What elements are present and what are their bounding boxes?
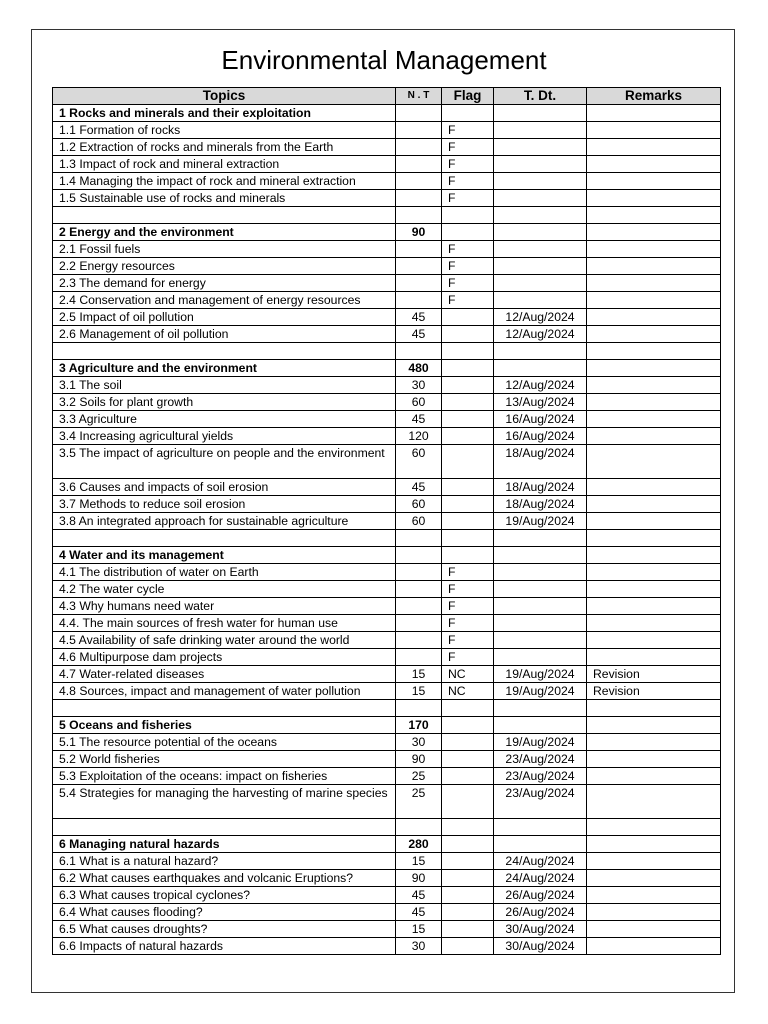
topic-cell: 6.5 What causes droughts? <box>53 921 396 938</box>
target-date-cell <box>494 615 587 632</box>
topic-cell: 5 Oceans and fisheries <box>53 717 396 734</box>
remarks-cell <box>587 258 721 275</box>
flag-cell <box>442 394 494 411</box>
table-row <box>53 564 721 581</box>
nt-cell: 280 <box>396 836 442 853</box>
remarks-cell <box>587 309 721 326</box>
target-date-cell: 18/Aug/2024 <box>494 445 587 479</box>
target-date-cell <box>494 156 587 173</box>
nt-cell <box>396 564 442 581</box>
topic-cell: 4.8 Sources, impact and management of water pollution <box>53 683 396 700</box>
nt-cell <box>396 275 442 292</box>
table-row <box>53 598 721 615</box>
remarks-cell <box>587 530 721 547</box>
section-row <box>53 547 721 564</box>
nt-cell: 25 <box>396 768 442 785</box>
table-row <box>53 258 721 275</box>
section-row <box>53 105 721 122</box>
target-date-cell: 16/Aug/2024 <box>494 411 587 428</box>
nt-cell: 90 <box>396 870 442 887</box>
remarks-cell <box>587 632 721 649</box>
remarks-cell <box>587 785 721 819</box>
table-row <box>53 615 721 632</box>
spacer-row <box>53 343 721 360</box>
remarks-cell <box>587 734 721 751</box>
remarks-cell <box>587 139 721 156</box>
target-date-cell <box>494 717 587 734</box>
remarks-cell <box>587 394 721 411</box>
topic-cell <box>53 207 396 224</box>
table-row <box>53 275 721 292</box>
topic-cell: 3.3 Agriculture <box>53 411 396 428</box>
nt-cell <box>396 343 442 360</box>
topic-cell: 3.8 An integrated approach for sustainable agriculture <box>53 513 396 530</box>
remarks-cell <box>587 700 721 717</box>
nt-cell: 120 <box>396 428 442 445</box>
topic-cell: 4.7 Water-related diseases <box>53 666 396 683</box>
nt-cell <box>396 190 442 207</box>
nt-cell: 15 <box>396 853 442 870</box>
target-date-cell: 12/Aug/2024 <box>494 309 587 326</box>
target-date-cell: 19/Aug/2024 <box>494 666 587 683</box>
table-row <box>53 241 721 258</box>
nt-cell: 45 <box>396 411 442 428</box>
header-target-date: T. Dt. <box>494 88 587 105</box>
remarks-cell <box>587 819 721 836</box>
table-row <box>53 513 721 530</box>
nt-cell <box>396 530 442 547</box>
spacer-row <box>53 819 721 836</box>
flag-cell <box>442 479 494 496</box>
nt-cell <box>396 139 442 156</box>
flag-cell <box>442 530 494 547</box>
table-row <box>53 156 721 173</box>
nt-cell: 45 <box>396 326 442 343</box>
nt-cell: 25 <box>396 785 442 819</box>
flag-cell: F <box>442 275 494 292</box>
remarks-cell <box>587 411 721 428</box>
topic-cell: 4.4. The main sources of fresh water for human use <box>53 615 396 632</box>
nt-cell <box>396 258 442 275</box>
nt-cell <box>396 241 442 258</box>
target-date-cell: 24/Aug/2024 <box>494 853 587 870</box>
table-row <box>53 394 721 411</box>
remarks-cell <box>587 598 721 615</box>
section-row <box>53 224 721 241</box>
target-date-cell <box>494 598 587 615</box>
remarks-cell <box>587 173 721 190</box>
target-date-cell <box>494 224 587 241</box>
nt-cell: 45 <box>396 309 442 326</box>
nt-cell: 45 <box>396 479 442 496</box>
target-date-cell <box>494 122 587 139</box>
document-title: Environmental Management <box>221 45 547 75</box>
flag-cell: F <box>442 632 494 649</box>
topic-cell: 2.4 Conservation and management of energy resources <box>53 292 396 309</box>
target-date-cell: 19/Aug/2024 <box>494 734 587 751</box>
table-row <box>53 173 721 190</box>
nt-cell <box>396 598 442 615</box>
nt-cell: 170 <box>396 717 442 734</box>
topic-cell: 6.3 What causes tropical cyclones? <box>53 887 396 904</box>
target-date-cell: 26/Aug/2024 <box>494 887 587 904</box>
remarks-cell <box>587 292 721 309</box>
remarks-cell <box>587 496 721 513</box>
flag-cell <box>442 360 494 377</box>
section-row <box>53 360 721 377</box>
target-date-cell <box>494 360 587 377</box>
flag-cell <box>442 870 494 887</box>
nt-cell <box>396 649 442 666</box>
remarks-cell <box>587 445 721 479</box>
topic-cell: 5.1 The resource potential of the oceans <box>53 734 396 751</box>
remarks-cell <box>587 156 721 173</box>
remarks-cell <box>587 105 721 122</box>
table-row <box>53 887 721 904</box>
remarks-cell <box>587 513 721 530</box>
topic-cell <box>53 700 396 717</box>
spacer-row <box>53 700 721 717</box>
topic-cell: 3.7 Methods to reduce soil erosion <box>53 496 396 513</box>
topic-cell: 2.2 Energy resources <box>53 258 396 275</box>
target-date-cell: 18/Aug/2024 <box>494 496 587 513</box>
table-row <box>53 139 721 156</box>
flag-cell: F <box>442 241 494 258</box>
target-date-cell <box>494 275 587 292</box>
target-date-cell <box>494 836 587 853</box>
flag-cell <box>442 343 494 360</box>
topic-cell: 6 Managing natural hazards <box>53 836 396 853</box>
topic-cell: 1.1 Formation of rocks <box>53 122 396 139</box>
flag-cell <box>442 513 494 530</box>
nt-cell: 90 <box>396 224 442 241</box>
target-date-cell <box>494 564 587 581</box>
header-flag: Flag <box>442 88 494 105</box>
flag-cell <box>442 445 494 479</box>
nt-cell <box>396 615 442 632</box>
flag-cell <box>442 411 494 428</box>
target-date-cell <box>494 530 587 547</box>
table-row <box>53 785 721 819</box>
table-row <box>53 292 721 309</box>
nt-cell: 30 <box>396 377 442 394</box>
flag-cell <box>442 836 494 853</box>
remarks-cell <box>587 649 721 666</box>
remarks-cell: Revision <box>587 683 721 700</box>
remarks-cell <box>587 853 721 870</box>
remarks-cell <box>587 615 721 632</box>
target-date-cell: 30/Aug/2024 <box>494 921 587 938</box>
topic-cell: 4 Water and its management <box>53 547 396 564</box>
remarks-cell <box>587 428 721 445</box>
topic-cell: 4.5 Availability of safe drinking water around the world <box>53 632 396 649</box>
spacer-row <box>53 207 721 224</box>
target-date-cell: 18/Aug/2024 <box>494 479 587 496</box>
flag-cell <box>442 819 494 836</box>
nt-cell <box>396 122 442 139</box>
topic-cell: 2.1 Fossil fuels <box>53 241 396 258</box>
target-date-cell <box>494 700 587 717</box>
nt-cell <box>396 292 442 309</box>
target-date-cell: 19/Aug/2024 <box>494 513 587 530</box>
nt-cell: 30 <box>396 938 442 955</box>
target-date-cell <box>494 207 587 224</box>
topic-cell: 1.5 Sustainable use of rocks and minerals <box>53 190 396 207</box>
table-row <box>53 734 721 751</box>
nt-cell: 45 <box>396 887 442 904</box>
remarks-cell <box>587 479 721 496</box>
flag-cell: F <box>442 564 494 581</box>
topic-cell: 3.5 The impact of agriculture on people and the environment <box>53 445 396 479</box>
nt-cell: 60 <box>396 496 442 513</box>
table-row <box>53 326 721 343</box>
flag-cell <box>442 105 494 122</box>
flag-cell: F <box>442 581 494 598</box>
flag-cell <box>442 428 494 445</box>
flag-cell: F <box>442 598 494 615</box>
remarks-cell <box>587 921 721 938</box>
flag-cell <box>442 547 494 564</box>
table-row <box>53 122 721 139</box>
flag-cell <box>442 309 494 326</box>
target-date-cell <box>494 258 587 275</box>
topic-cell: 6.6 Impacts of natural hazards <box>53 938 396 955</box>
remarks-cell <box>587 224 721 241</box>
nt-cell <box>396 105 442 122</box>
topic-cell: 3.1 The soil <box>53 377 396 394</box>
topic-cell <box>53 530 396 547</box>
target-date-cell <box>494 649 587 666</box>
table-row <box>53 309 721 326</box>
target-date-cell: 12/Aug/2024 <box>494 326 587 343</box>
target-date-cell: 16/Aug/2024 <box>494 428 587 445</box>
spacer-row <box>53 530 721 547</box>
target-date-cell: 23/Aug/2024 <box>494 768 587 785</box>
flag-cell: F <box>442 190 494 207</box>
nt-cell <box>396 173 442 190</box>
flag-cell: F <box>442 292 494 309</box>
table-row <box>53 190 721 207</box>
table-row <box>53 666 721 683</box>
nt-cell: 15 <box>396 921 442 938</box>
table-header-row <box>53 88 721 105</box>
table-row <box>53 853 721 870</box>
remarks-cell <box>587 190 721 207</box>
table-row <box>53 445 721 479</box>
flag-cell <box>442 326 494 343</box>
remarks-cell <box>587 717 721 734</box>
remarks-cell <box>587 377 721 394</box>
flag-cell <box>442 377 494 394</box>
table-row <box>53 377 721 394</box>
nt-cell: 15 <box>396 683 442 700</box>
topic-cell: 6.1 What is a natural hazard? <box>53 853 396 870</box>
remarks-cell <box>587 768 721 785</box>
flag-cell: F <box>442 122 494 139</box>
flag-cell <box>442 904 494 921</box>
remarks-cell <box>587 938 721 955</box>
nt-cell <box>396 819 442 836</box>
topic-cell: 1.2 Extraction of rocks and minerals from the Earth <box>53 139 396 156</box>
section-row <box>53 717 721 734</box>
table-row <box>53 649 721 666</box>
nt-cell <box>396 547 442 564</box>
topic-cell: 3.4 Increasing agricultural yields <box>53 428 396 445</box>
target-date-cell <box>494 581 587 598</box>
nt-cell <box>396 207 442 224</box>
topic-cell: 4.2 The water cycle <box>53 581 396 598</box>
header-remarks: Remarks <box>587 88 721 105</box>
topic-cell: 1 Rocks and minerals and their exploitation <box>53 105 396 122</box>
nt-cell: 60 <box>396 445 442 479</box>
topic-cell: 5.3 Exploitation of the oceans: impact on fisheries <box>53 768 396 785</box>
table-row <box>53 904 721 921</box>
nt-cell: 15 <box>396 666 442 683</box>
nt-cell: 45 <box>396 904 442 921</box>
topic-cell: 2.3 The demand for energy <box>53 275 396 292</box>
header-topics: Topics <box>53 88 396 105</box>
flag-cell: F <box>442 615 494 632</box>
target-date-cell: 19/Aug/2024 <box>494 683 587 700</box>
topic-cell: 2.5 Impact of oil pollution <box>53 309 396 326</box>
topic-cell: 4.1 The distribution of water on Earth <box>53 564 396 581</box>
flag-cell <box>442 887 494 904</box>
flag-cell <box>442 921 494 938</box>
remarks-cell <box>587 751 721 768</box>
topic-cell: 2.6 Management of oil pollution <box>53 326 396 343</box>
flag-cell: F <box>442 649 494 666</box>
remarks-cell: Revision <box>587 666 721 683</box>
table-row <box>53 921 721 938</box>
table-row <box>53 428 721 445</box>
target-date-cell: 23/Aug/2024 <box>494 751 587 768</box>
remarks-cell <box>587 360 721 377</box>
target-date-cell <box>494 343 587 360</box>
target-date-cell: 24/Aug/2024 <box>494 870 587 887</box>
topic-cell: 5.4 Strategies for managing the harvesting of marine species <box>53 785 396 819</box>
remarks-cell <box>587 581 721 598</box>
target-date-cell <box>494 819 587 836</box>
topic-cell: 6.4 What causes flooding? <box>53 904 396 921</box>
topic-cell: 4.6 Multipurpose dam projects <box>53 649 396 666</box>
table-row <box>53 411 721 428</box>
topic-cell: 6.2 What causes earthquakes and volcanic Eruptions? <box>53 870 396 887</box>
topic-cell: 3.6 Causes and impacts of soil erosion <box>53 479 396 496</box>
topic-cell: 1.3 Impact of rock and mineral extraction <box>53 156 396 173</box>
target-date-cell: 30/Aug/2024 <box>494 938 587 955</box>
table-row <box>53 581 721 598</box>
table-row <box>53 632 721 649</box>
nt-cell <box>396 156 442 173</box>
nt-cell <box>396 700 442 717</box>
remarks-cell <box>587 343 721 360</box>
flag-cell: NC <box>442 683 494 700</box>
table-row <box>53 768 721 785</box>
target-date-cell <box>494 292 587 309</box>
target-date-cell: 26/Aug/2024 <box>494 904 587 921</box>
flag-cell <box>442 224 494 241</box>
table-row <box>53 496 721 513</box>
section-row <box>53 836 721 853</box>
remarks-cell <box>587 241 721 258</box>
flag-cell <box>442 853 494 870</box>
remarks-cell <box>587 547 721 564</box>
target-date-cell: 13/Aug/2024 <box>494 394 587 411</box>
flag-cell: F <box>442 156 494 173</box>
remarks-cell <box>587 122 721 139</box>
flag-cell <box>442 496 494 513</box>
nt-cell: 60 <box>396 513 442 530</box>
topic-cell: 4.3 Why humans need water <box>53 598 396 615</box>
nt-cell: 30 <box>396 734 442 751</box>
target-date-cell <box>494 190 587 207</box>
flag-cell <box>442 734 494 751</box>
topics-table <box>52 87 721 955</box>
topic-cell: 1.4 Managing the impact of rock and mineral extraction <box>53 173 396 190</box>
target-date-cell <box>494 173 587 190</box>
table-row <box>53 751 721 768</box>
flag-cell <box>442 717 494 734</box>
flag-cell: NC <box>442 666 494 683</box>
nt-cell: 90 <box>396 751 442 768</box>
topic-cell: 2 Energy and the environment <box>53 224 396 241</box>
flag-cell: F <box>442 258 494 275</box>
flag-cell: F <box>442 173 494 190</box>
target-date-cell <box>494 241 587 258</box>
remarks-cell <box>587 870 721 887</box>
remarks-cell <box>587 207 721 224</box>
target-date-cell <box>494 547 587 564</box>
flag-cell <box>442 938 494 955</box>
remarks-cell <box>587 275 721 292</box>
topic-cell: 5.2 World fisheries <box>53 751 396 768</box>
flag-cell <box>442 700 494 717</box>
remarks-cell <box>587 836 721 853</box>
remarks-cell <box>587 564 721 581</box>
flag-cell: F <box>442 139 494 156</box>
flag-cell <box>442 785 494 819</box>
table-row <box>53 938 721 955</box>
topic-cell <box>53 819 396 836</box>
nt-cell <box>396 581 442 598</box>
remarks-cell <box>587 904 721 921</box>
target-date-cell: 23/Aug/2024 <box>494 785 587 819</box>
topic-cell: 3.2 Soils for plant growth <box>53 394 396 411</box>
table-row <box>53 683 721 700</box>
target-date-cell <box>494 139 587 156</box>
target-date-cell <box>494 105 587 122</box>
header-nt: N . T <box>396 88 442 105</box>
table-row <box>53 870 721 887</box>
flag-cell <box>442 768 494 785</box>
flag-cell <box>442 207 494 224</box>
flag-cell <box>442 751 494 768</box>
remarks-cell <box>587 326 721 343</box>
table-row <box>53 479 721 496</box>
nt-cell: 480 <box>396 360 442 377</box>
target-date-cell: 12/Aug/2024 <box>494 377 587 394</box>
nt-cell: 60 <box>396 394 442 411</box>
remarks-cell <box>587 887 721 904</box>
nt-cell <box>396 632 442 649</box>
topic-cell <box>53 343 396 360</box>
target-date-cell <box>494 632 587 649</box>
topic-cell: 3 Agriculture and the environment <box>53 360 396 377</box>
